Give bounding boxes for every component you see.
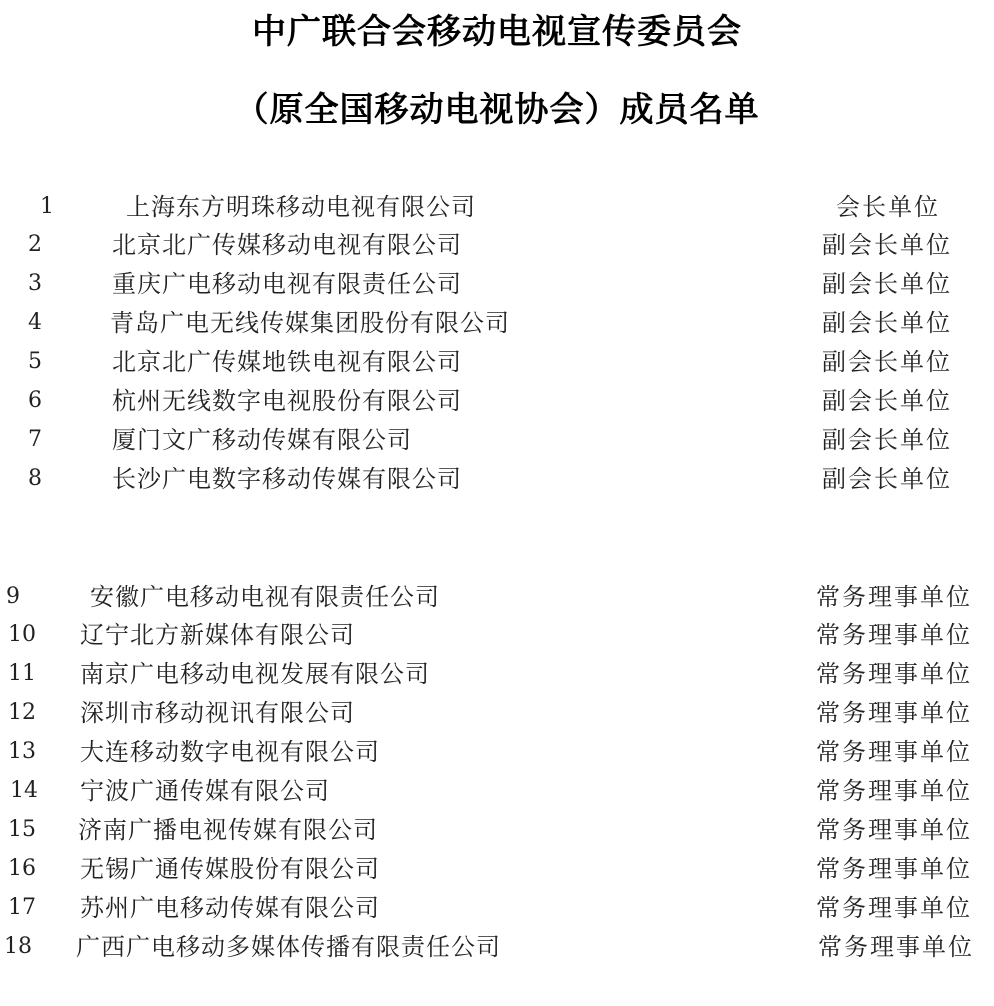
member-number: 14 [10,778,38,803]
member-row [0,460,994,498]
member-row [0,616,994,654]
member-number: 18 [4,934,32,959]
member-row [0,850,994,888]
member-name: 宁波广通传媒有限公司 [80,777,330,805]
member-role: 副会长单位 [822,309,952,337]
member-name: 北京北广传媒移动电视有限公司 [112,231,462,259]
member-number: 8 [28,466,42,491]
member-row [0,694,994,732]
member-role: 副会长单位 [822,270,952,298]
member-row [0,772,994,810]
member-name: 北京北广传媒地铁电视有限公司 [112,348,462,376]
member-role: 副会长单位 [822,348,952,376]
member-number: 4 [28,310,42,335]
member-name: 无锡广通传媒股份有限公司 [80,855,380,883]
member-name: 青岛广电无线传媒集团股份有限公司 [110,309,510,337]
member-row [0,265,994,303]
document-subtitle: （原全国移动电视协会）成员名单 [234,90,760,130]
member-row [0,304,994,342]
member-name: 厦门文广移动传媒有限公司 [112,426,412,454]
member-role: 常务理事单位 [816,583,972,611]
member-role: 常务理事单位 [816,816,972,844]
member-row [0,421,994,459]
member-role: 常务理事单位 [816,738,972,766]
member-name: 安徽广电移动电视有限责任公司 [90,583,440,611]
member-role: 常务理事单位 [816,894,972,922]
member-row [0,343,994,381]
member-row [0,655,994,693]
member-name: 上海东方明珠移动电视有限公司 [126,193,476,221]
member-number: 2 [28,232,42,257]
member-number: 9 [6,584,20,609]
document-title: 中广联合会移动电视宣传委员会 [252,12,742,52]
member-row [0,578,994,616]
member-row [0,226,994,264]
member-name: 大连移动数字电视有限公司 [80,738,380,766]
member-row [0,188,994,226]
member-row [0,382,994,420]
member-role: 副会长单位 [822,465,952,493]
member-role: 副会长单位 [822,387,952,415]
member-name: 深圳市移动视讯有限公司 [80,699,355,727]
member-name: 长沙广电数字移动传媒有限公司 [112,465,462,493]
member-number: 5 [28,349,42,374]
member-role: 常务理事单位 [816,855,972,883]
member-number: 15 [8,817,36,842]
member-row [0,811,994,849]
member-name: 杭州无线数字电视股份有限公司 [112,387,462,415]
member-role: 副会长单位 [822,231,952,259]
member-number: 1 [40,194,54,219]
member-name: 广西广电移动多媒体传播有限责任公司 [76,933,501,961]
member-row [0,733,994,771]
member-number: 17 [8,895,36,920]
member-number: 6 [28,388,42,413]
member-number: 12 [8,700,36,725]
member-row [0,889,994,927]
member-role: 会长单位 [836,193,940,221]
member-number: 16 [8,856,36,881]
member-name: 重庆广电移动电视有限责任公司 [112,270,462,298]
member-name: 济南广播电视传媒有限公司 [78,816,378,844]
member-number: 3 [28,271,42,296]
member-number: 11 [8,661,36,686]
member-row [0,928,994,966]
member-role: 副会长单位 [822,426,952,454]
member-number: 10 [8,622,36,647]
member-name: 南京广电移动电视发展有限公司 [80,660,430,688]
member-name: 苏州广电移动传媒有限公司 [80,894,380,922]
member-role: 常务理事单位 [816,660,972,688]
member-role: 常务理事单位 [816,777,972,805]
member-role: 常务理事单位 [816,699,972,727]
member-number: 13 [8,739,36,764]
member-number: 7 [28,427,42,452]
member-role: 常务理事单位 [816,621,972,649]
member-role: 常务理事单位 [818,933,974,961]
member-name: 辽宁北方新媒体有限公司 [80,621,355,649]
